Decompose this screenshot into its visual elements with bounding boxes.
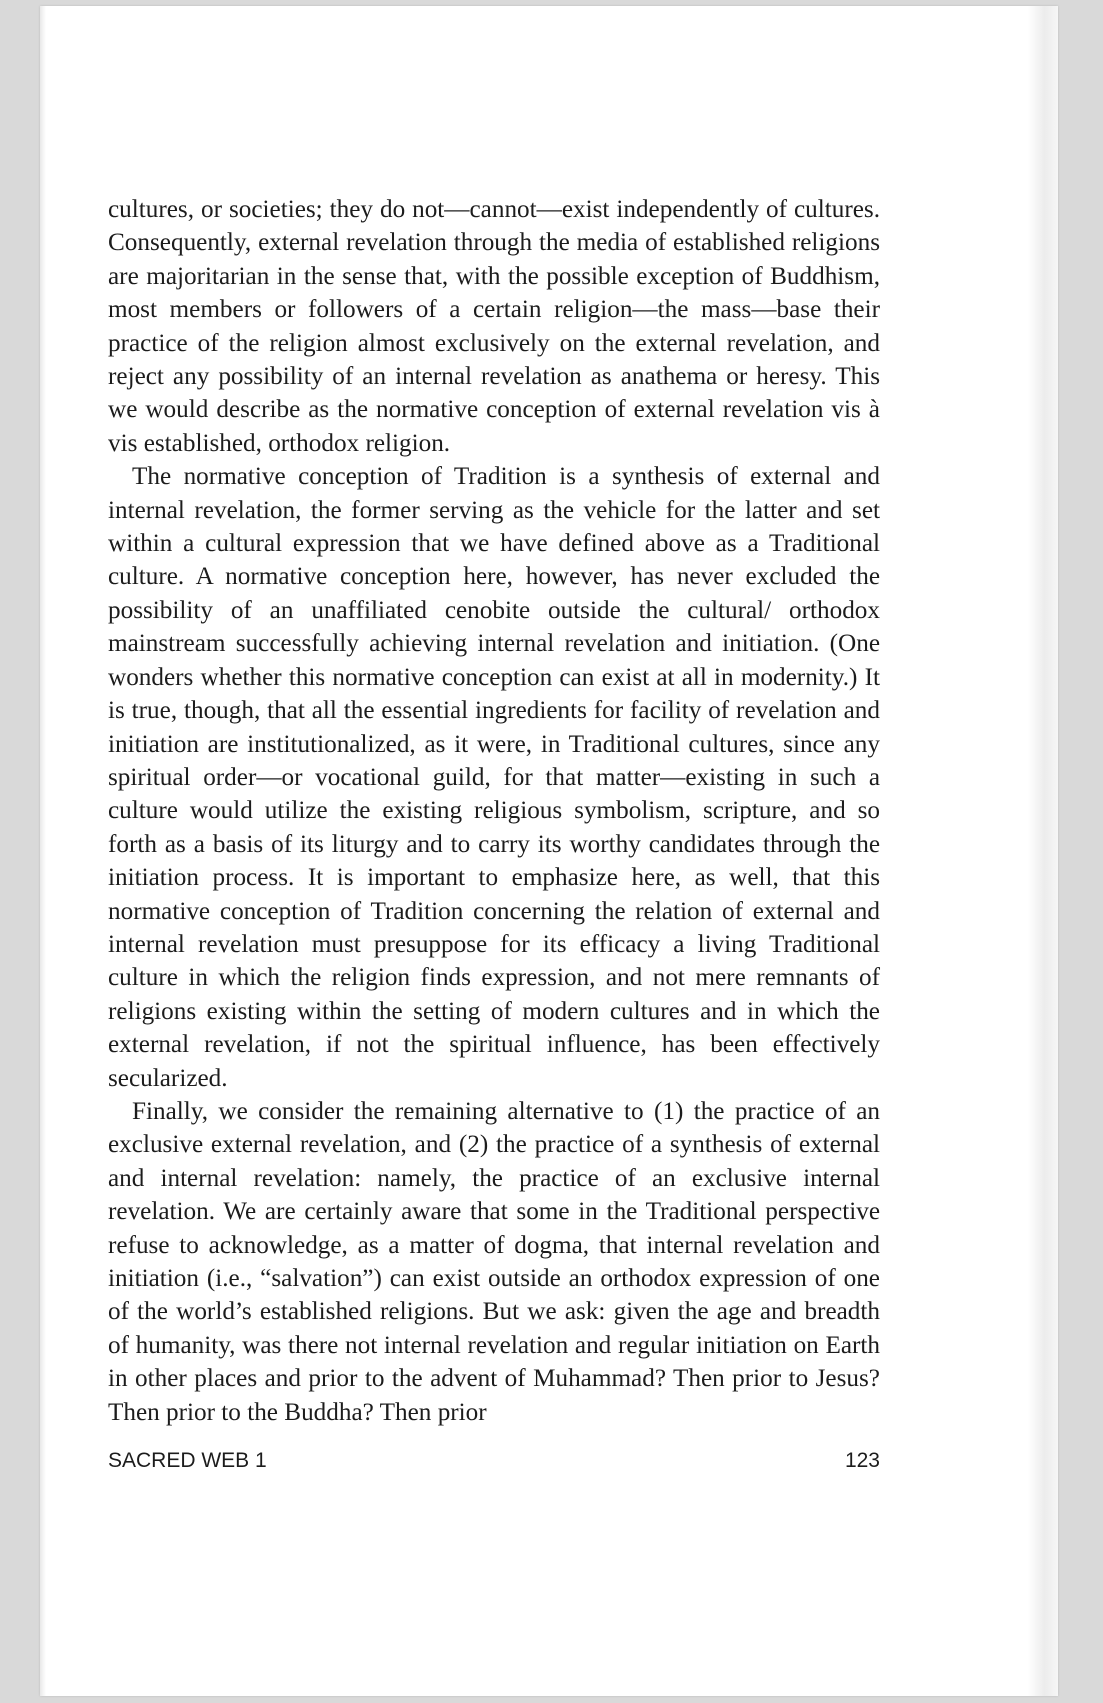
paragraph-3: Finally, we consider the remaining alternative to (1) the practice of an exclusive external revelation, and (2) the practice of a synthesis of external and internal revelation: namely, the practice of an exclusive internal revelation. We are certainly aware that some in the Traditional perspective refuse to acknowledge, as a matter of dogma, that internal revelation and initiation (i.e., “salvation”) can exist outside an orthodox expression of one of the world’s established religions. But we ask: given the age and breadth of humanity, was there not internal revelation and regular initiation on Earth in other places and prior to the advent of Muhammad? Then prior to Jesus? Then prior to the Buddha? Then prior [108,1097,880,1426]
page-outer-edge [1028,6,1058,1696]
paragraph-1: cultures, or societies; they do not—cannot—exist independently of cultures. Consequently, external revelation through the media of established religions are majoritarian in the sense that, with the possible exception of Buddhism, most members or followers of a certain religion—the mass—base their practice of the religion almost exclusively on the external revelation, and reject any possibility of an internal revelation as anathema or heresy. This we would describe as the normative conception of external revelation vis à vis established, orthodox religion. [108,196,880,457]
body-text [108,193,880,1429]
page-footer [108,1449,880,1473]
document-page [40,6,1058,1696]
page-binding-edge [40,6,46,1696]
page-number: 123 [844,1449,880,1472]
paragraph-2: The normative conception of Tradition is a synthesis of external and internal revelation, the former serving as the vehicle for the latter and set within a cultural expression that we have defined above as a Traditional culture. A normative conception here, however, has never excluded the possibility of an unaffiliated cenobite outside the cultural/ orthodox mainstream successfully achieving internal revelation and initiation. (One wonders whether this normative conception can exist at all in modernity.) It is true, though, that all the essential ingredients for facility of revelation and initiation are institutionalized, as it were, in Traditional cultures, since any spiritual order—or vocational guild, for that matter—existing in such a culture would utilize the existing religious symbolism, scripture, and so forth as a basis of its liturgy and to carry its worthy candidates through the initiation process. It is important to emphasize here, as well, that this normative conception of Tradition concerning the relation of external and internal revelation must presuppose for its efficacy a living Traditional culture in which the religion finds expression, and not mere remnants of religions existing within the setting of modern cultures and in which the external revelation, if not the spiritual influence, has been effectively secularized. [108,463,880,1092]
journal-title: SACRED WEB 1 [108,1449,267,1472]
